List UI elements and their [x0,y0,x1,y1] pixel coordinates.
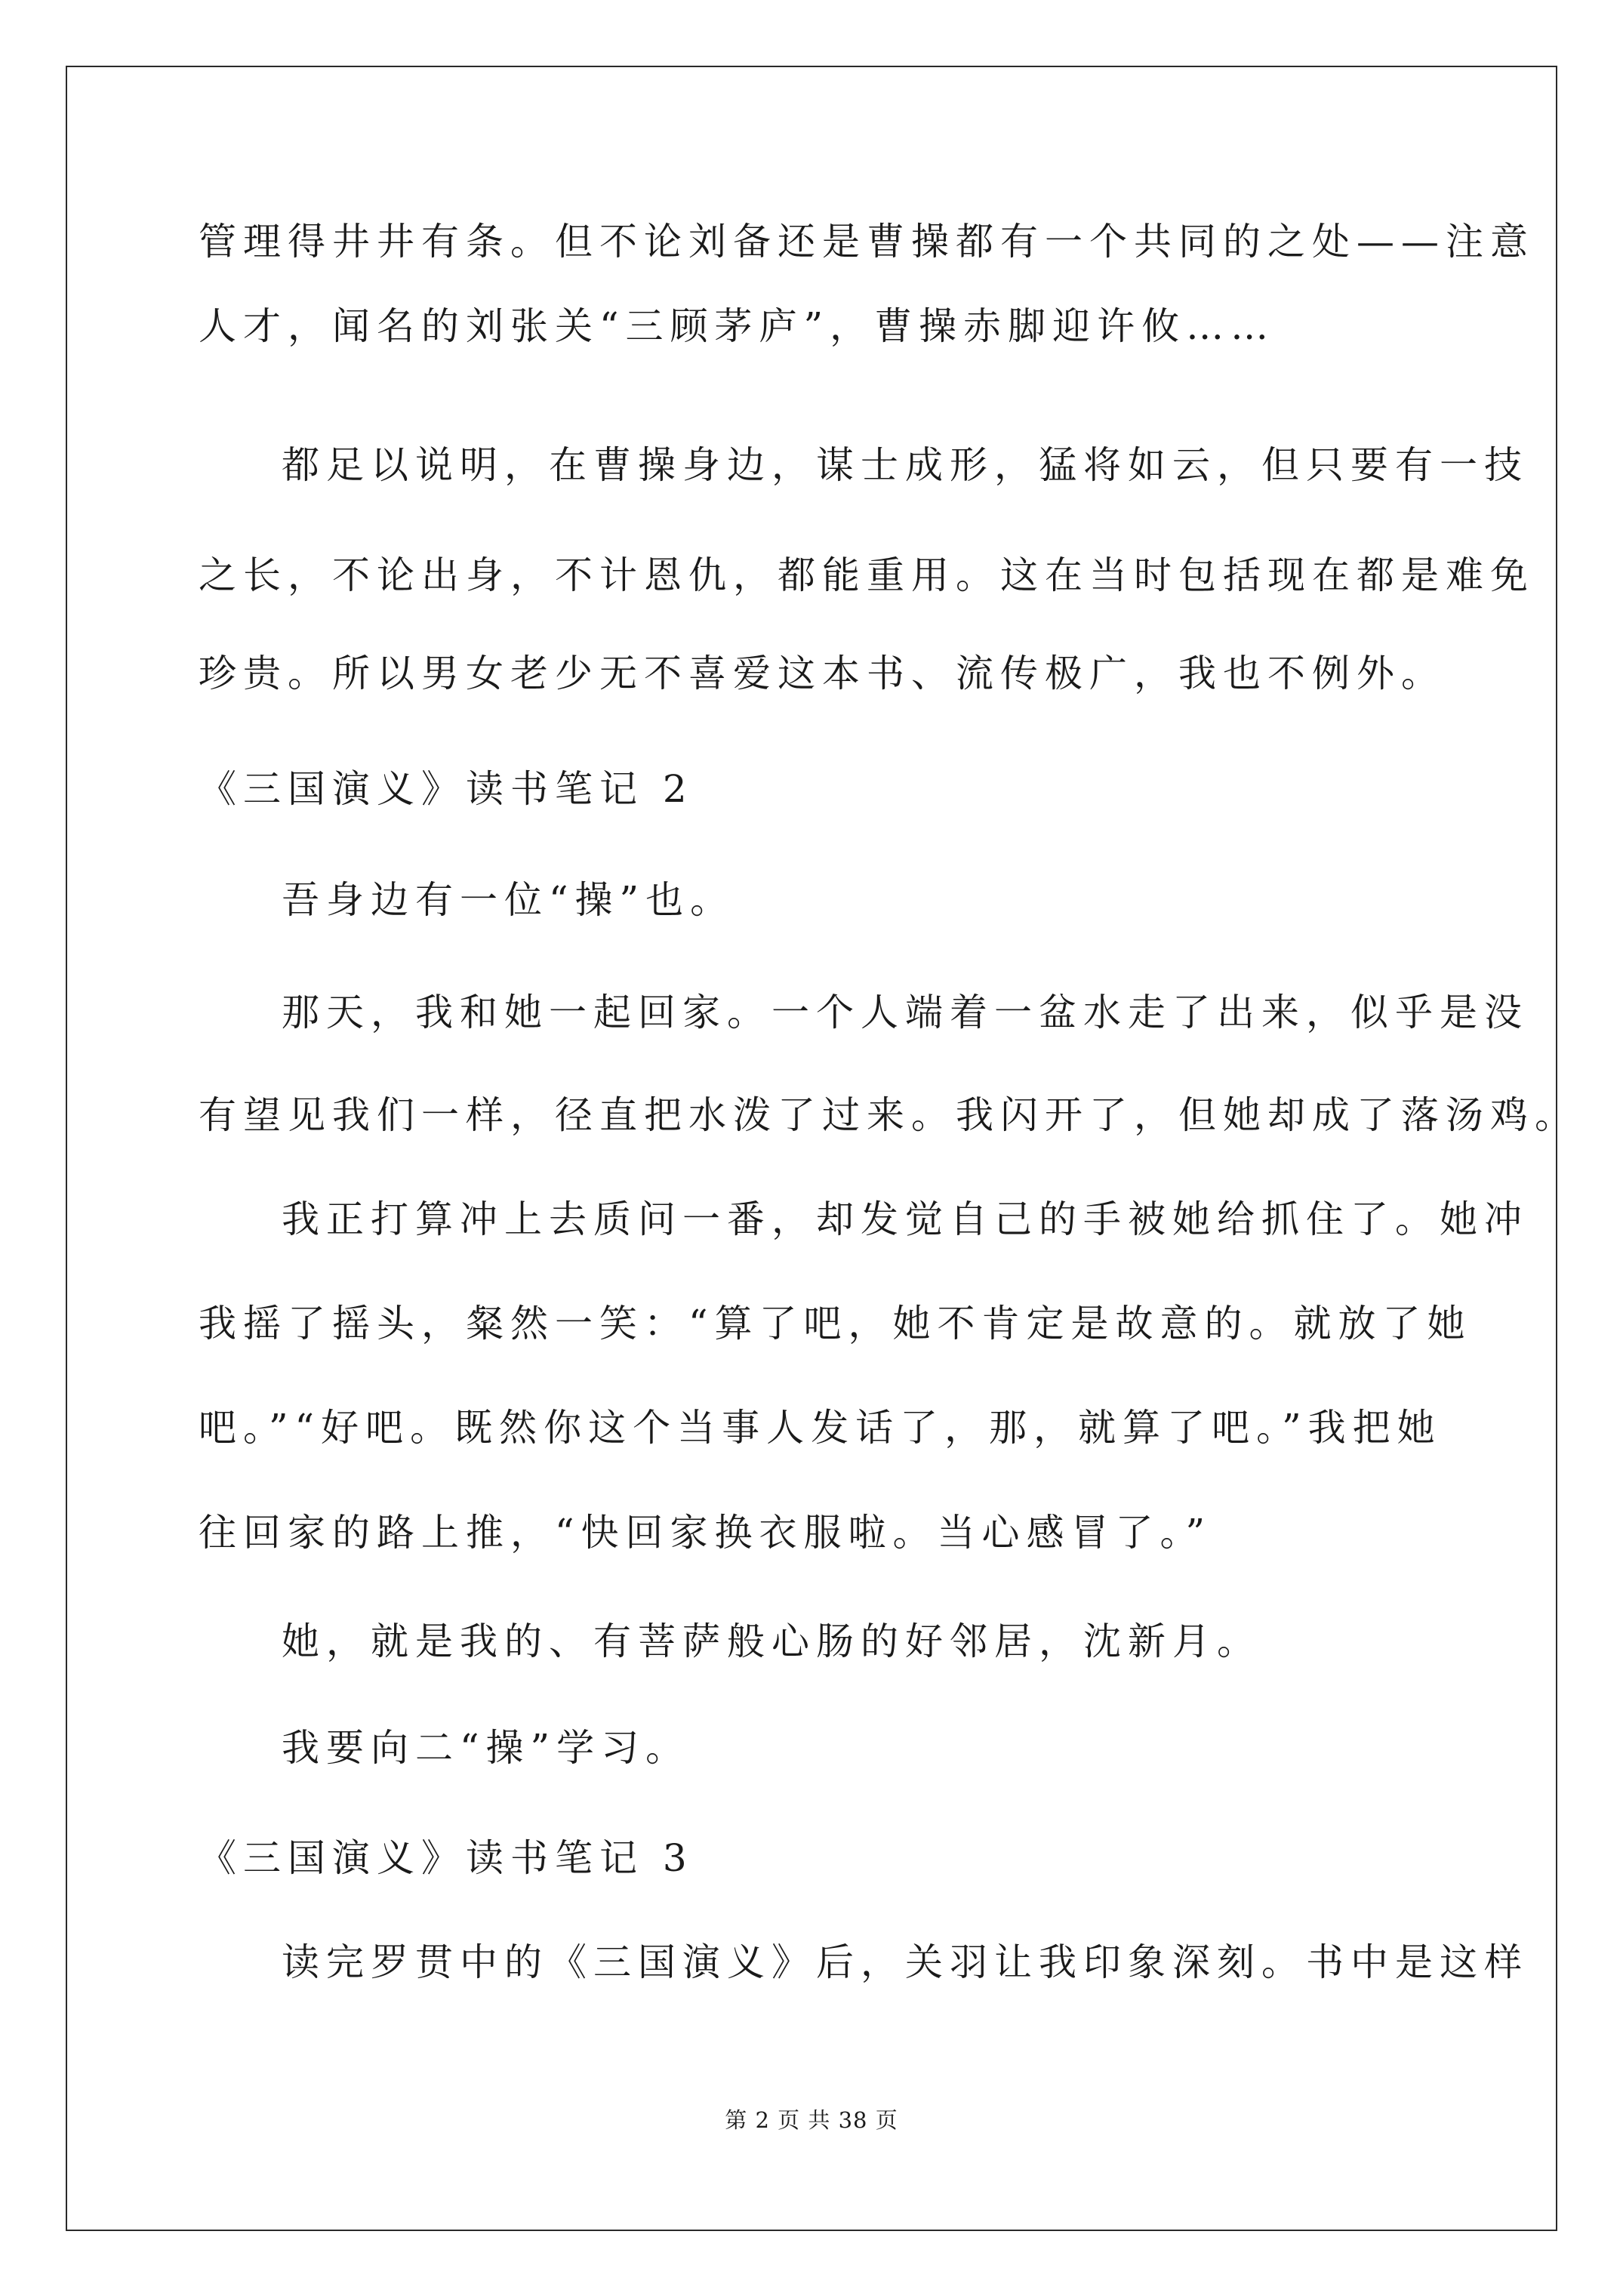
paragraph-first-line: 都足以说明，在曹操身边，谋士成形，猛将如云，但只要有一技 [282,443,1529,487]
text-line: 有望见我们一样，径直把水泼了过来。我闪开了，但她却成了落汤鸡。 [199,1093,1579,1137]
text-line: 吧。”“好吧。既然你这个当事人发话了，那，就算了吧。”我把她 [199,1406,1442,1450]
page-number-footer: 第 2 页 共 38 页 [725,2107,898,2133]
text-line: 珍贵。所以男女老少无不喜爱这本书、流传极广，我也不例外。 [199,652,1446,695]
text-line: 管理得井井有条。但不论刘备还是曹操都有一个共同的之处——注意 [199,220,1535,264]
paragraph-first-line: 我要向二“操”学习。 [282,1726,691,1770]
paragraph-first-line: 吾身边有一位“操”也。 [282,878,735,922]
section-heading: 《三国演义》读书笔记 2 [199,767,694,811]
text-line: 我摇了摇头，粲然一笑：“算了吧，她不肯定是故意的。就放了她 [199,1302,1472,1345]
paragraph-first-line: 她，就是我的、有菩萨般心肠的好邻居，沈新月。 [282,1620,1261,1663]
text-line: 人才，闻名的刘张关“三顾茅庐”，曹操赤脚迎许攸…… [199,304,1276,348]
section-heading: 《三国演义》读书笔记 3 [199,1836,694,1880]
text-line: 之长，不论出身，不计恩仇，都能重用。这在当时包括现在都是难免 [199,553,1535,597]
paragraph-first-line: 我正打算冲上去质问一番，却发觉自己的手被她给抓住了。她冲 [282,1197,1529,1241]
paragraph-first-line: 读完罗贯中的《三国演义》后，关羽让我印象深刻。书中是这样 [282,1940,1529,1984]
paragraph-first-line: 那天，我和她一起回家。一个人端着一盆水走了出来，似乎是没 [282,991,1529,1034]
page-border [66,66,1557,2231]
text-line: 往回家的路上推，“快回家换衣服啦。当心感冒了。” [199,1511,1212,1555]
